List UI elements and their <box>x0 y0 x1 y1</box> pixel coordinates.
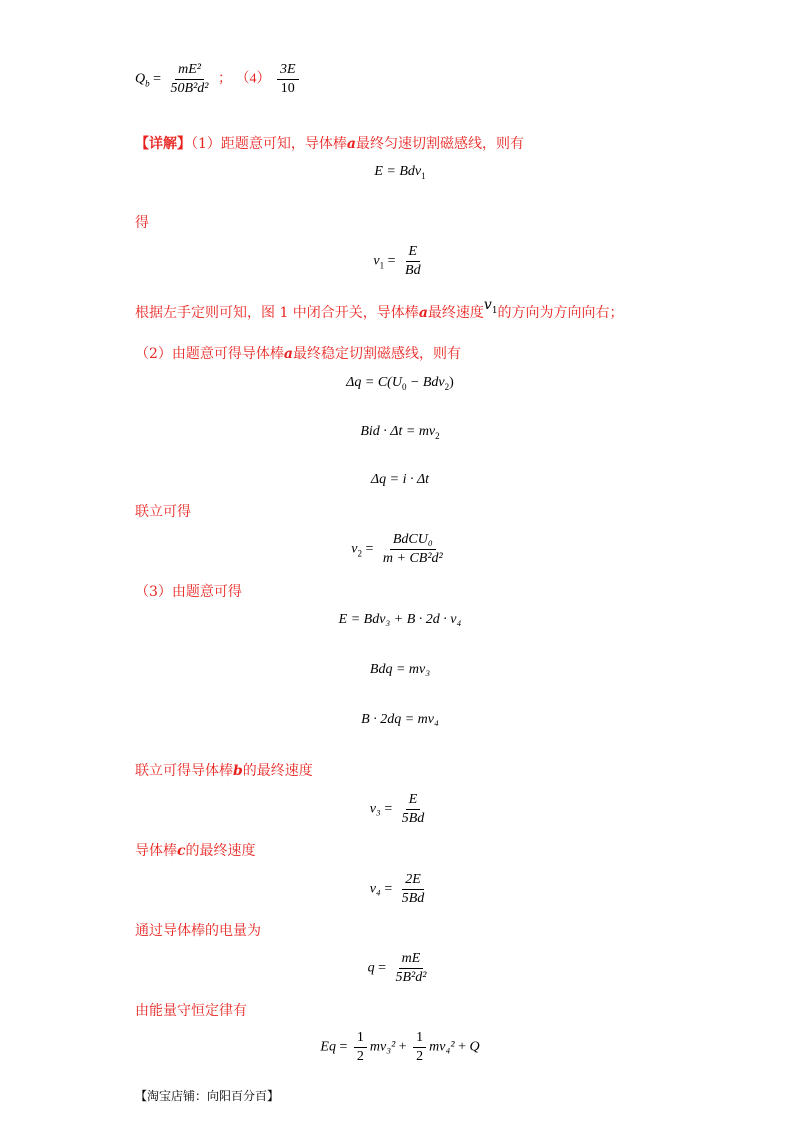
detail-bracket: 【详解】 <box>135 136 191 152</box>
equation-2: $v_1$ = $\frac{E}{Bd}$ <box>373 244 421 278</box>
detail-line-5: 联立可得导体棒b的最终速度 <box>135 763 313 779</box>
top-answer-line: $Q_b$ = $\frac{\text{mE²}}{\text{50B²d²}}$ ； （4） $\frac{3E}{10}$ <box>135 62 302 97</box>
part-4-label: （4） <box>235 71 271 87</box>
part-3-line: （3）由题意可得 <box>135 584 242 600</box>
equation-7: E = Bdv₃ + B · 2d · v₄ <box>338 612 462 627</box>
charge-text: 通过导体棒的电量为 <box>135 923 261 939</box>
equation-12: q = $\frac{mE}{\text{5B²d²}}$ <box>367 951 427 985</box>
part-4-answer: $\frac{3E}{10}$ <box>277 62 299 97</box>
equation-1: E = Bdv$_1$ <box>374 164 426 181</box>
equation-8: Bdq = mv₃ <box>369 662 431 677</box>
footer-shop-label: 【淘宝店铺：向阳百分百】 <box>135 1089 280 1103</box>
equation-6: $v_2$ = $\frac{\text{BdCU₀}}{\text{m + CB²d²}}$ <box>351 532 443 566</box>
equation-9: B · 2dq = mv₄ <box>361 712 439 727</box>
detail-line-1: 【详解】（1）距题意可知，导体棒a最终匀速切割磁感线，则有 <box>135 136 524 152</box>
equation-11: v₄ = $\frac{2E}{5Bd}$ <box>369 872 425 906</box>
q-fraction: $\frac{\text{mE²}}{\text{50B²d²}}$ <box>170 62 209 96</box>
lianli-text-1: 联立可得 <box>135 504 191 520</box>
detail-line-2: 根据左手定则可知，图 1 中闭合开关，导体棒a最终速度$v_1$的方向为方向向右； <box>135 297 624 321</box>
de-text: 得 <box>135 215 149 231</box>
equation-13: Eq = $\frac{1}{2}$ mv₃² + $\frac{1}{2}$ mv₄² + Q <box>320 1030 480 1064</box>
separator: ； <box>217 71 232 87</box>
equation-10: v₃ = $\frac{E}{5Bd}$ <box>369 792 425 826</box>
equation-3: $\Delta q = C(U_0 - Bdv_2)$ <box>346 375 454 392</box>
detail-line-6: 导体棒c的最终速度 <box>135 843 256 859</box>
equation-4: Bid · $\Delta t = mv_2$ <box>360 424 440 441</box>
equation-5: Δq = i · Δt <box>370 472 430 487</box>
q-lhs: Q <box>135 71 146 87</box>
energy-text: 由能量守恒定律有 <box>135 1003 247 1019</box>
detail-line-3: （2）由题意可得导体棒a最终稳定切割磁感线，则有 <box>135 346 461 362</box>
